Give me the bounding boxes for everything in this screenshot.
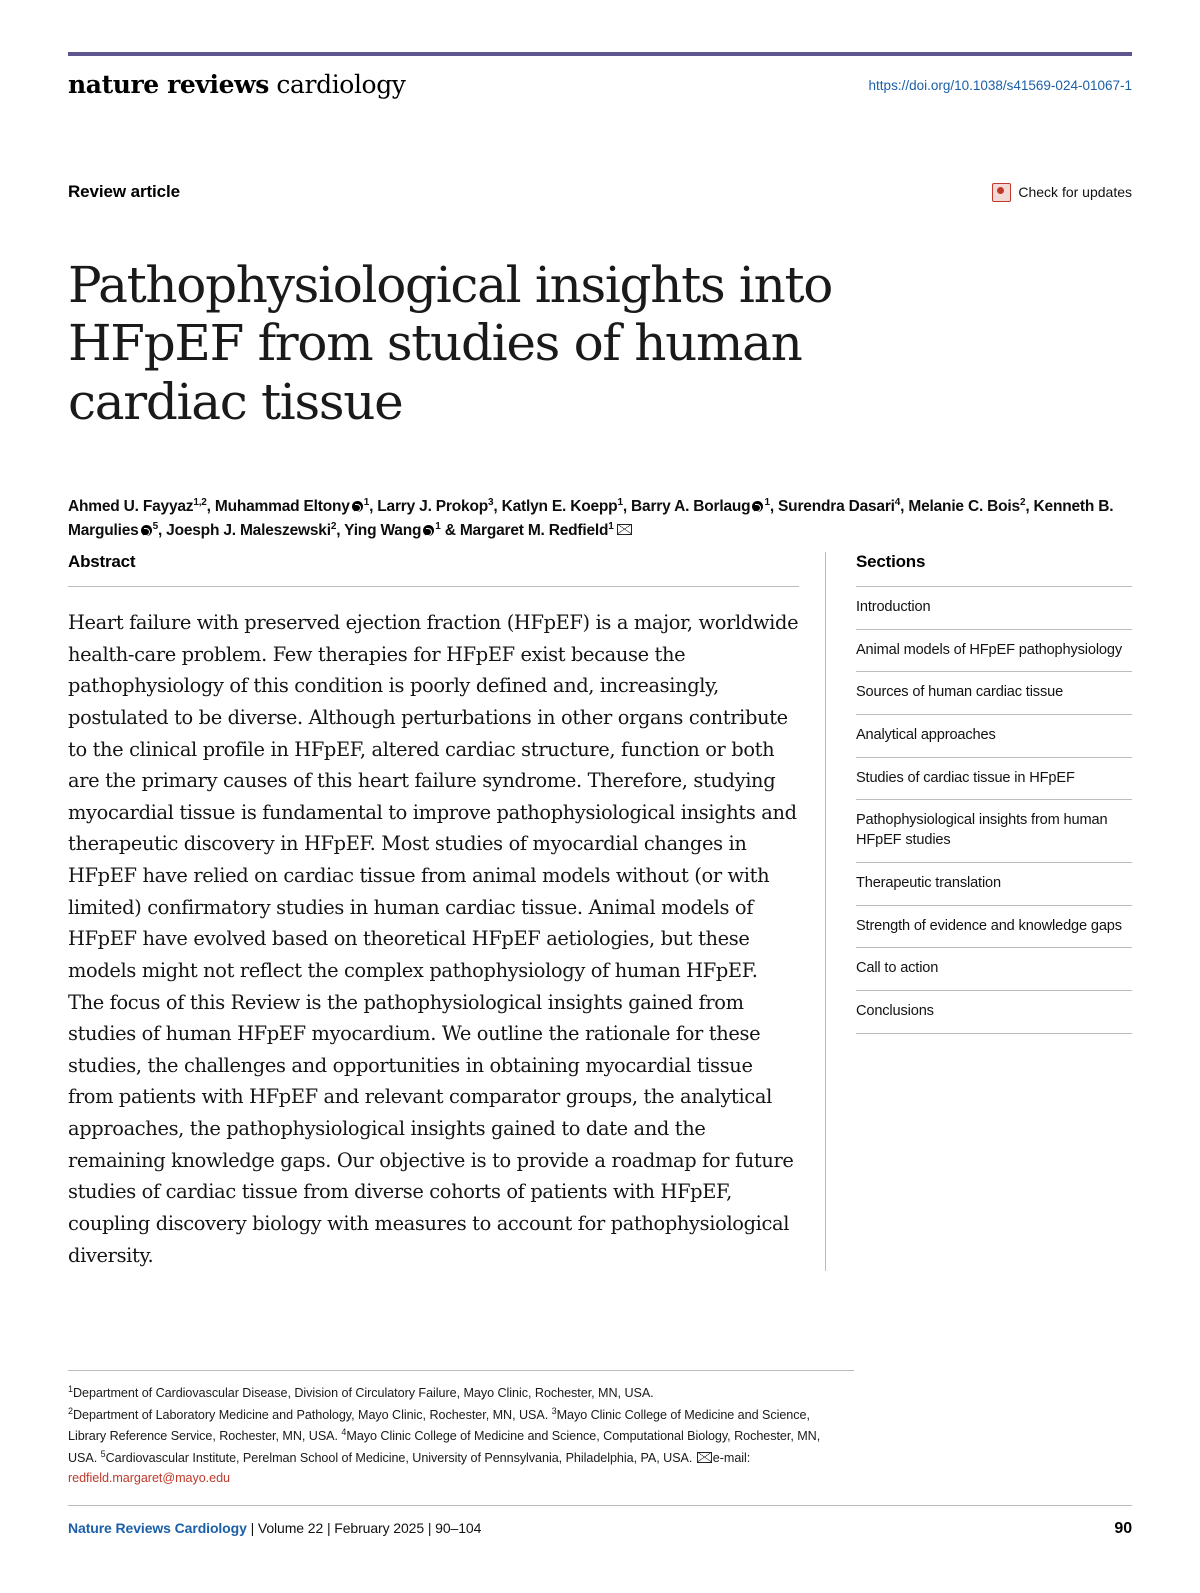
check-for-updates-label: Check for updates — [1018, 184, 1132, 200]
sections-item-studies-of-cardiac-tissue[interactable]: Studies of cardiac tissue in HFpEF — [856, 758, 1132, 801]
affiliations — [68, 1370, 854, 1489]
author-name: Joesph J. Maleszewski$^2$ — [166, 521, 337, 540]
journal-logo-bold: nature reviews — [68, 70, 269, 99]
sections-item-sources-of-human-cardiac-tissue[interactable]: Sources of human cardiac tissue — [856, 672, 1132, 715]
affiliation-marker: 1 — [68, 1384, 73, 1394]
sections-item-introduction[interactable]: Introduction — [856, 586, 1132, 630]
sections-item-animal-models[interactable]: Animal models of HFpEF pathophysiology — [856, 630, 1132, 673]
affiliation-marker: 5 — [100, 1448, 106, 1459]
email-icon — [697, 1452, 712, 1463]
email-icon[interactable] — [617, 524, 632, 535]
doi-link[interactable]: https://doi.org/10.1038/s41569-024-01067-1 — [868, 78, 1132, 93]
journal-logo — [68, 72, 406, 97]
footer-journal-name[interactable]: Nature Reviews Cardiology — [68, 1520, 247, 1536]
masthead — [68, 72, 1132, 112]
author-name: & Margaret M. Redfield$^1$ — [444, 521, 614, 540]
corresponding-email-link[interactable]: redfield.margaret@mayo.edu — [68, 1471, 230, 1486]
sections-column — [825, 552, 1132, 1271]
author-name: Ying Wang — [344, 522, 422, 540]
author-name: Ahmed U. Fayyaz$^{1,2}$ — [68, 497, 207, 516]
email-label: e-mail: — [712, 1450, 751, 1465]
crossmark-icon — [992, 183, 1011, 202]
footer-citation — [68, 1520, 481, 1536]
orcid-icon[interactable] — [423, 525, 434, 536]
author-list: Ahmed U. Fayyaz$^{1,2}$, Muhammad Eltony $^1$, Larry J. Prokop$^3$, Katlyn E. Koepp$^1$, Barry A. Borlaug $^1$, Surendra Dasari$^4$, Melanie C. Bois$^2$, Kenneth B. Margulies $^5$, Joesph J. Maleszewski$^2$, Ying Wang $^1$ & Margaret M. Redfield$^1$ — [68, 497, 1114, 540]
affiliation-text: Mayo Clinic College of Medicine and Science, Computational Biology, Rochester, MN, USA. — [68, 1429, 821, 1465]
footer-divider — [68, 1505, 1132, 1506]
sections-list — [856, 586, 1132, 1034]
check-for-updates-badge[interactable] — [992, 183, 1132, 202]
affiliation-text: Department of Laboratory Medicine and Pathology, Mayo Clinic, Rochester, MN, USA. — [72, 1407, 549, 1422]
page-footer — [68, 1520, 1132, 1538]
affiliation-text: Cardiovascular Institute, Perelman School of Medicine, University of Pennsylvania, Philadelphia, PA, USA. — [105, 1450, 693, 1465]
author-name: Barry A. Borlaug — [631, 498, 751, 516]
sections-heading: Sections — [855, 552, 926, 571]
sections-item-strength-of-evidence[interactable]: Strength of evidence and knowledge gaps — [856, 906, 1132, 949]
journal-logo-light: cardiology — [268, 70, 406, 99]
article-type-label: Review article — [68, 182, 180, 201]
abstract-column — [68, 552, 825, 1271]
affiliation-text: Department of Cardiovascular Disease, Division of Circulatory Failure, Mayo Clinic, Rochester, MN, USA. — [72, 1386, 654, 1401]
accent-top-rule — [68, 52, 1132, 56]
orcid-icon[interactable] — [352, 501, 363, 512]
affiliation-marker: 2 — [68, 1405, 73, 1416]
abstract-divider — [68, 586, 799, 587]
sections-item-call-to-action[interactable]: Call to action — [856, 948, 1132, 991]
footer-volume-info: | Volume 22 | February 2025 | 90–104 — [246, 1520, 482, 1536]
sections-item-conclusions[interactable]: Conclusions — [856, 991, 1132, 1034]
affiliation-marker: 4 — [341, 1427, 347, 1438]
affiliation-text: Mayo Clinic College of Medicine and Science, Library Reference Service, Rochester, MN, USA. — [68, 1407, 810, 1444]
author-name: Muhammad Eltony — [214, 498, 350, 516]
abstract-text: Heart failure with preserved ejection fraction (HFpEF) is a major, worldwide health-care problem. Few therapies for HFpEF exist because the pathophysiology of this condition is poorly defined and, increasingly, postulated to be diverse. Although perturbations in other organs contribute to the clinical profile in HFpEF, altered cardiac structure, function or both are the primary causes of this heart failure syndrome. Therefore, studying myocardial tissue is fundamental to improve pathophysiological insights and therapeutic discovery in HFpEF. Most studies of myocardial changes in HFpEF have relied on cardiac tissue from animal models without (or with limited) confirmatory studies in human cardiac tissue. Animal models of HFpEF have evolved based on theoretical HFpEF aetiologies, but these models might not reflect the complex pathophysiology of human HFpEF. The focus of this Review is the pathophysiological insights gained from studies of human HFpEF myocardium. We outline the rationale for these studies, the challenges and opportunities in obtaining myocardial tissue from patients with HFpEF and relevant comparator groups, the analytical approaches, the pathophysiological insights gained to date and the remaining knowledge gaps. Our objective is to provide a roadmap for future studies of cardiac tissue from diverse cohorts of patients with HFpEF, coupling discovery biology with measures to account for pathophysiological diversity. — [68, 611, 799, 1267]
abstract-heading: Abstract — [68, 552, 136, 571]
affiliation-marker: 3 — [551, 1405, 557, 1416]
article-body — [68, 552, 1132, 1271]
sections-item-analytical-approaches[interactable]: Analytical approaches — [856, 715, 1132, 758]
author-name: Kenneth B. Margulies — [68, 498, 1114, 540]
orcid-icon[interactable] — [752, 501, 763, 512]
author-name: Melanie C. Bois$^2$ — [908, 497, 1026, 516]
sections-item-therapeutic-translation[interactable]: Therapeutic translation — [856, 863, 1132, 906]
author-name: Surendra Dasari$^4$ — [778, 497, 901, 516]
kicker-row — [68, 182, 1132, 202]
sections-item-pathophysiological-insights[interactable]: Pathophysiological insights from human HFpEF studies — [856, 800, 1132, 862]
orcid-icon[interactable] — [141, 525, 152, 536]
author-name: Larry J. Prokop$^3$ — [377, 497, 494, 516]
page-number: 90 — [1114, 1520, 1132, 1537]
author-name: Katlyn E. Koepp$^1$ — [501, 497, 623, 516]
page-title: Pathophysiological insights into HFpEF from studies of human cardiac tissue — [68, 255, 833, 431]
